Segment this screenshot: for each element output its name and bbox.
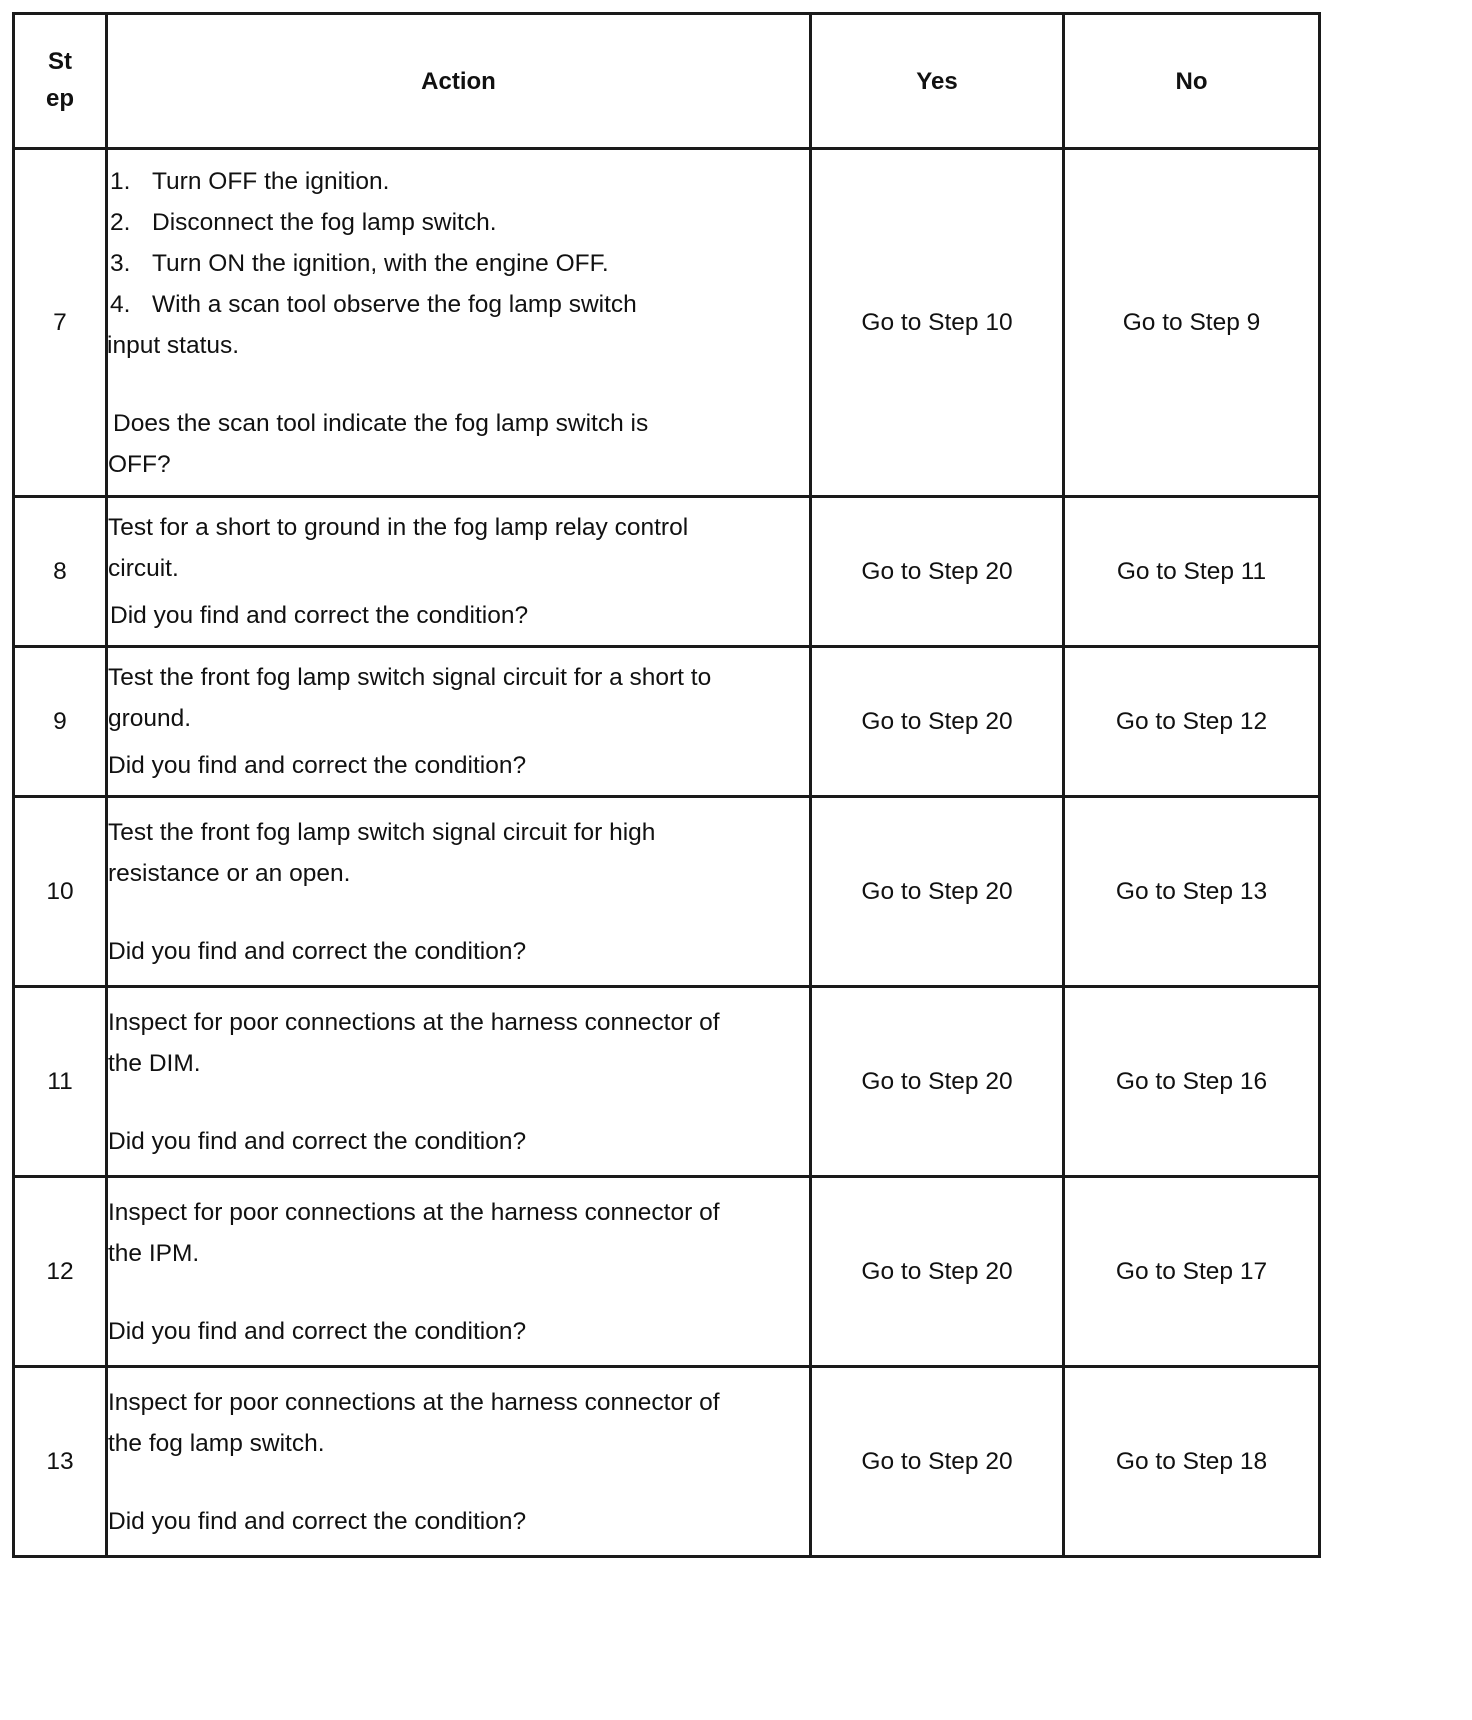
- list-item-text: Disconnect the fog lamp switch.: [152, 208, 497, 236]
- step-number: 12: [14, 1177, 107, 1367]
- table-row: [14, 1367, 1320, 1557]
- action-text: Test for a short to ground in the fog lamp relay control: [108, 514, 689, 541]
- list-item: [108, 161, 809, 202]
- no-outcome: Go to Step 16: [1064, 987, 1320, 1177]
- list-item-text: Turn ON the ignition, with the engine OFF.: [152, 249, 609, 277]
- action-text: Inspect for poor connections at the harness connector of: [108, 1008, 720, 1036]
- action-text: Inspect for poor connections at the harness connector of: [108, 1198, 720, 1226]
- step-number: 11: [14, 987, 107, 1177]
- no-outcome: Go to Step 13: [1064, 797, 1320, 987]
- no-outcome: Go to Step 17: [1064, 1177, 1320, 1367]
- yes-outcome: Go to Step 20: [811, 987, 1064, 1177]
- action-text: Test the front fog lamp switch signal circuit for a short to: [108, 664, 712, 691]
- yes-outcome: Go to Step 20: [811, 1367, 1064, 1557]
- list-item: [108, 243, 809, 284]
- header-yes-label: Yes: [916, 67, 958, 95]
- diagnostic-table: [12, 12, 1321, 1558]
- yes-outcome: Go to Step 20: [811, 497, 1064, 647]
- action-text-cont: the DIM.: [108, 1049, 201, 1077]
- action-text: Test the front fog lamp switch signal circuit for high: [108, 818, 656, 846]
- action-cell: [107, 987, 811, 1177]
- action-cell: [107, 1367, 811, 1557]
- step-number: 13: [14, 1367, 107, 1557]
- list-item-number: 4.: [110, 290, 131, 318]
- action-text-cont: the IPM.: [108, 1239, 200, 1267]
- list-item-text: Turn OFF the ignition.: [152, 167, 390, 195]
- action-question-cont: OFF?: [108, 450, 171, 478]
- action-text: Inspect for poor connections at the harness connector of: [108, 1388, 720, 1416]
- action-cell: [107, 1177, 811, 1367]
- table-row: [14, 987, 1320, 1177]
- header-yes: [811, 14, 1064, 149]
- action-text-cont: circuit.: [108, 555, 179, 582]
- yes-outcome: Go to Step 20: [811, 1177, 1064, 1367]
- table-row: [14, 797, 1320, 987]
- header-action-label: Action: [421, 67, 496, 95]
- action-cell: [107, 149, 811, 497]
- list-item-number: 3.: [110, 249, 131, 277]
- list-item: [108, 284, 809, 325]
- no-outcome: Go to Step 12: [1064, 647, 1320, 797]
- action-question: Does the scan tool indicate the fog lamp switch is: [113, 409, 649, 437]
- table-header-row: [14, 14, 1320, 149]
- action-steps-list: [108, 161, 809, 325]
- action-text-cont: ground.: [108, 705, 192, 732]
- step-number: 10: [14, 797, 107, 987]
- step-number: 9: [14, 647, 107, 797]
- no-outcome: Go to Step 9: [1064, 149, 1320, 497]
- header-step: [14, 14, 107, 149]
- list-item-number: 2.: [110, 208, 131, 236]
- no-outcome: Go to Step 11: [1064, 497, 1320, 647]
- list-item: [108, 202, 809, 243]
- action-question: Did you find and correct the condition?: [108, 752, 527, 779]
- action-cell: [107, 497, 811, 647]
- action-cell: [107, 647, 811, 797]
- action-question: Did you find and correct the condition?: [108, 1127, 527, 1155]
- yes-outcome: Go to Step 10: [811, 149, 1064, 497]
- step-number: 8: [14, 497, 107, 647]
- action-question: Did you find and correct the condition?: [110, 602, 529, 629]
- table-row: [14, 149, 1320, 497]
- action-question: Did you find and correct the condition?: [108, 1507, 527, 1535]
- yes-outcome: Go to Step 20: [811, 797, 1064, 987]
- step-number: 7: [14, 149, 107, 497]
- action-text-cont: resistance or an open.: [108, 859, 351, 887]
- table-row: [14, 647, 1320, 797]
- action-question: Did you find and correct the condition?: [108, 1317, 527, 1345]
- table-row: [14, 497, 1320, 647]
- list-item-text: With a scan tool observe the fog lamp switch: [152, 290, 637, 318]
- action-cell: [107, 797, 811, 987]
- action-question: Did you find and correct the condition?: [108, 937, 527, 965]
- header-no-label: No: [1175, 67, 1208, 95]
- yes-outcome: Go to Step 20: [811, 647, 1064, 797]
- header-step-label: Step: [45, 48, 74, 112]
- list-item-number: 1.: [110, 167, 131, 195]
- action-text-cont: the fog lamp switch.: [108, 1429, 325, 1457]
- header-no: [1064, 14, 1320, 149]
- no-outcome: Go to Step 18: [1064, 1367, 1320, 1557]
- table-row: [14, 1177, 1320, 1367]
- action-continuation: input status.: [107, 331, 240, 359]
- header-action: [107, 14, 811, 149]
